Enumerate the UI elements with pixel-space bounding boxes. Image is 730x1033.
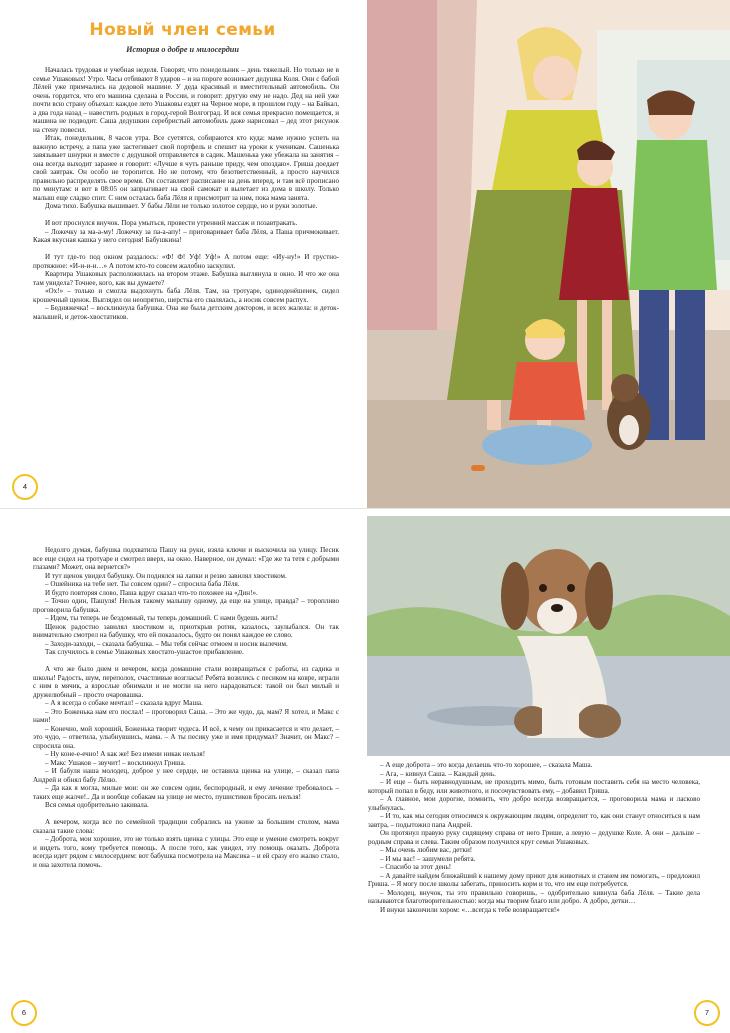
paragraph: – И бабуля наша молодец, доброе у нее сердце, не оставила щенка на улице, – сказал папа Андрей и обнял бабу Лёлю. [33,767,339,784]
paragraph: И будто повторяя слово, Паша вдруг сказал что-то похожее на «Дин!». [45,588,258,597]
paragraph: – Доброта, мои хорошие, это не только взять щенка с улицы. Это еще и умение смотреть вокруг и видеть того, кому требуется помощь. А после того, как увидел, эту помощь оказать. Доброта всегда идет рядом с милосердием: вот бабушка посмотрела на Максика – и ей сразу его жалко стало, и она захотела помочь. [33,835,339,869]
paragraph: Щенок радостно завилял хвостиком и, приоткрыв ротик, казалось, заулыбался. Он так внимательно смотрел на бабушку, что ей показалось, будто он понял каждое ее слово. [33,622,339,639]
paragraph: И тут щенок увидел бабушку. Он поднялся на лапки и резво завилял хвостиком. [45,571,287,580]
paragraph: – Ошейника на тебе нет. Ты совсем один? – спросила баба Лёля. [45,580,240,588]
illustration-sitting-puppy [367,516,730,756]
paragraph: Так случилось в семье Ушаковых хвостато-ушастое прибавление. [45,648,244,656]
paragraph: И внуки закончили хором: «…всегда к тебе возвращается!» [380,905,560,914]
paragraph: – Идем, ты теперь не бездомный, ты теперь домашний. С нами будешь жить! [45,614,279,622]
paragraph: – А еще доброта – это когда делаешь что-то хорошее, – сказала Маша. [380,761,593,769]
paragraph: – Ага, – кивнул Саша. – Каждый день. [380,769,496,778]
paragraph: «Ох!» – только и смогла выдохнуть баба Лёля. Там, на тротуаре, одиноденёшенек, сидел крошечный щенок. Выглядел он неопрятно, шерстка его свалялась, а носик совсем распух. [33,287,339,304]
page-6-text [33,546,339,869]
paragraph: И вот проснулся внучок. Пора умыться, провести утренний массаж и позавтракать. [45,219,298,227]
story-title: Новый член семьи [89,20,276,40]
paragraph: – Да как я могла, милые мои: он же совсем один, беспородный, и ему лечение требовалось – таких еще жалче!.. Да и вообще собакам на улице не место, пушистиков бросать нельзя! [33,784,339,801]
paragraph: Дома тихо. Бабушка вышивает. У бабы Лёли не только золотое сердце, но и руки золотые. [45,202,318,210]
page-number-7: 7 [694,1000,720,1026]
paragraph: – Точно один, Пашуля! Нельзя такому малышу одному, да еще на улице, правда? – торопливо проговорила бабушка. [33,597,339,614]
paragraph: – И еще – быть неравнодушным, не проходить мимо, быть готовым поставить себя на место человека, который попал в беду, или животного, и посочувствовать ему, – добавил Гриша. [368,778,700,795]
paragraph: – Спасибо за этот день! [380,863,452,871]
paragraph: А что же было днем и вечером, когда домашние стали возвращаться с работы, из садика и школы! Радость, шум, переполох, счастливые возгласы! Ребята возились с песиком на ковре, играли с ним в мячик, а взрослые обнимали и не могли на него нарадоваться: такой он был милый и дружелюбный – просто очаровашка. [33,665,339,699]
paragraph: Началась трудовая и учебная неделя. Говорят, что понедельник – день тяжелый. Но только не в семье Ушаковых! Утро. Часы отбивают 8 ударов – и на пороге возникает дедушка Коля. Они с бабой Лёлей уже примчались на дедовой машине. У деда красивый и вместительный автомобиль. Он очень гордится, что его машина сделана в России, и говорит: другую ему не надо. Дед на ней уже почти всю страну объехал: каждое лето Ушаковы ездят на Черное море, в прошлом году – на Байкал, а два года назад – навестить родных в город-герой Волгоград. И вся семья прекрасно помещается, и машина не подводит. Саша дедушкин серебристый автомобиль даже нарисовал – дед этот рисунок на стену повесил. [33,66,339,134]
spread-pages-4-5 [0,0,730,508]
paragraph: – А давайте найдем ближайший к нашему дому приют для животных и станем им помогать, – предложил Гриша. – Я могу после школы забегать, приносить корм и то, что им еще потребуется. [368,871,700,888]
paragraph: – И мы вас! – зашумели ребята. [380,854,476,863]
paragraph: А вечером, когда все по семейной традиции собрались на ужине за большим столом, мама сказала такие слова: [33,818,339,835]
paragraph: – Ложечку за ма-а-му! Ложечку за па-а-апу! – приговаривает баба Лёля, а Паша причмокивает. Какая вкусная кашка у него сегодня! Бабушкина! [33,227,339,244]
paragraph: – Это Боженька нам его послал! – проговорил Саша. – Это же чудо, да, мам? Я хотел, и Макс с нами! [33,707,339,724]
paragraph: – Бедняжечка! – воскликнула бабушка. Она же была детским доктором, и всех жалела: и деток-малышей, и деток-хвостатиков. [33,304,339,321]
puppy-illustration [367,516,730,756]
paragraph: Он протянул правую руку сидящему справа от него Грише, а левую – дедушке Коле. А они – дальше – родным справа и слева. Таким образом получился круг семьи Ушаковых. [368,829,700,846]
paragraph: Квартира Ушаковых расположилась на втором этаже. Бабушка выглянула в окно. И что же она там увидела? Точнее, кого, как вы думаете? [33,270,339,287]
family-with-puppy-illustration [367,0,730,508]
paragraph: И тут где-то под окном раздалось: «Ф! Ф! Уф! Уф!» А потом еще: «Иу-ну!» И грустно-протяжное: «И-и-и-и…» А потом кто-то совсем жалобно заскулил. [33,253,339,270]
paragraph: – Макс Ушаков – звучит! – воскликнул Гриша. [45,758,186,767]
paragraph: Итак, понедельник, 8 часов утра. Все суетятся, собираются кто куда: маме нужно успеть на важную встречу, а папа уже застегивает свой портфель и спешит на уроки к ученикам. Сашенька завязывает шнурки и вместе с дедушкой отправляется в садик. Машенька уже убежала на занятия – она всегда выходит заранее и говорит: «Лучше я чуть раньше приду, чем опоздаю». Гриша доедает свой завтрак. Он особо не торопится. Но не потому, что безответственный, а просто научился правильно распределять свое время. Он составляет расписание на день вперед, и там всё прописано по минутам: и вот в 08:05 он запрыгивает на свой самокат и вылетает из дома в школу. Только малыш еще сладко спит. С ним осталась баба Лёля и присмотрит за ним, пока мама занята. [33,134,339,202]
paragraph: – Мы очень любим вас, детки! [380,846,473,854]
paragraph: – Ну коне-е-ечно! А как же! Без имени никак нельзя! [45,750,206,758]
page-number-4: 4 [12,474,38,500]
paragraph: – Молодец, внучок, ты это правильно говоришь, – одобрительно кивнула баба Лёля. – Такие дела называются благотворительностью: когда мы творим благо или добро. А добро, детки… [368,888,700,905]
story-subtitle: История о добре и милосердии [126,45,239,54]
paragraph: – И то, как мы сегодня относимся к окружающим людям, определит то, как они станут относиться к нам завтра, – подытожил папа Андрей. [368,812,700,829]
page-number-6: 6 [11,1000,37,1026]
paragraph: – А главное, мои дорогие, помнить, что добро всегда возвращается, – проговорила мама и ласково улыбнулась. [368,795,700,812]
illustration-family-scene [367,0,730,508]
paragraph: – А я всегда о собаке мечтал! – сказала вдруг Маша. [45,699,203,707]
page-7-text [368,761,700,914]
paragraph: Вся семья одобрительно закивала. [45,801,149,809]
paragraph: – Конечно, мой хороший, Боженька творит чудеса. И всё, к чему он прикасается и что делает, – это чудо, – ответила, улыбнувшись, мама. – А ты песику уже и имя придумал? Значит, он Макс? – спросила она. [33,724,339,750]
paragraph: – Заходи-заходи, – сказала бабушка. – Мы тебя сейчас отмоем и носик вылечим. [45,639,288,648]
page-4-text [33,66,339,321]
paragraph: Недолго думая, бабушка подхватила Пашу на руки, взяла ключи и выскочила на улицу. Песик все еще сидел на тротуаре и смотрел вверх, на окно. Наверное, он думал: «Где же та тетя с добрыми глазами? Может, она вернется?» [33,546,339,571]
